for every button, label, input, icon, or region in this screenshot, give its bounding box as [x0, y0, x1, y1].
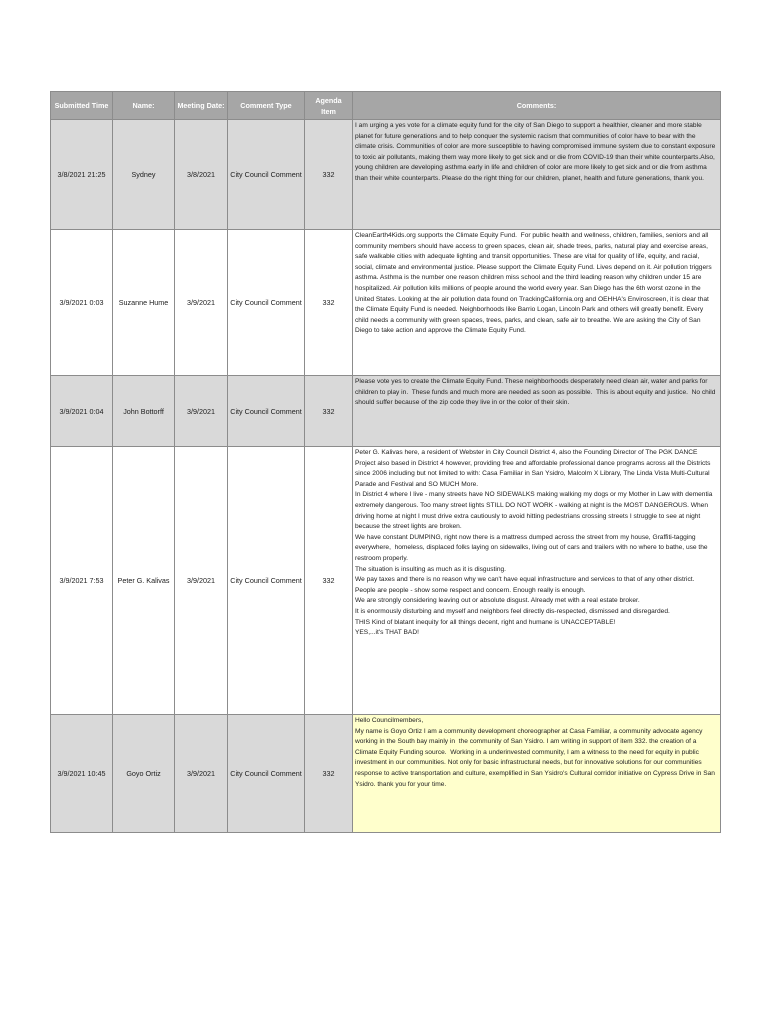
- header-submitted-time: Submitted Time: [51, 92, 113, 120]
- submitted-time-cell: 3/9/2021 0:04: [51, 376, 113, 447]
- meeting-date-cell: 3/8/2021: [175, 120, 228, 230]
- header-agenda-item: Agenda Item: [305, 92, 353, 120]
- name-cell: Peter G. Kalivas: [113, 447, 175, 715]
- comment-cell: CleanEarth4Kids.org supports the Climate Equity Fund. For public health and wellness, children, families, seniors and all community members should have access to green spaces, clean air, shade trees, parks, natural play and exercise areas, safe walkable cities with adequate lighting and transit opportunities. These are vital for quality of life, equity, and racial, social, climate and environmental justice. Please support the Climate Equity Fund. Lives depend on it. Air pollution triggers asthma. Asthma is the number one reason children miss school and the third leading reason why children under 15 are hospitalized. Air pollution kills millions of people around the world every year. San Diego has the 6th worst ozone in the United States. Looking at the air pollution data found on TrackingCalifornia.org and OEHHA's Enviroscreen, it is clear that the Climate Equity Fund is needed. Neighborhoods like Barrio Logan, Lincoln Park and others will greatly benefit. Every child needs a community with green spaces, trees, parks, and clean, safe air to breathe. We are asking the City of San Diego to take action and approve the Climate Equity Fund.: [353, 230, 721, 376]
- submitted-time-cell: 3/8/2021 21:25: [51, 120, 113, 230]
- submitted-time-cell: 3/9/2021 7:53: [51, 447, 113, 715]
- table-row: [51, 715, 721, 833]
- comment-type-cell: City Council Comment: [228, 230, 305, 376]
- agenda-item-cell: 332: [305, 120, 353, 230]
- table-row: [51, 376, 721, 447]
- comment-cell: I am urging a yes vote for a climate equity fund for the city of San Diego to support a healthier, cleaner and more stable planet for future generations and to help conquer the systemic racism that communities of color have to bear with the climate crisis. Communities of color are more susceptible to having compromised immune system due to constant exposure to toxic air pollutants, making them way more likely to get sick and or die from COVID-19 than their white counterparts.Also, young children are developing asthma early in life and children of color are more likely to get sick and or die from asthma than their white counterparts. Please do the right thing for our children, planet, health and future generations, thank you.: [353, 120, 721, 230]
- submitted-time-cell: 3/9/2021 0:03: [51, 230, 113, 376]
- name-cell: Suzanne Hume: [113, 230, 175, 376]
- comment-cell: Hello Councilmembers, My name is Goyo Ortiz I am a community development choreographer at Casa Familiar, a community advocate agency working in the South bay mainly in the community of San Ysidro. I am writing in support of item 332. the creation of a Climate Equity Funding source. Working in a underinvested community, I am a witness to the need for equity in public investment in our communities. Not only for basic infrastructural needs, but for innovative solutions for our communities response to active transportation and culture, exemplified in San Ysidro's Cultural corridor initiative on Cypress Drive in San Ysidro. thank you for your time.: [353, 715, 721, 833]
- agenda-item-cell: 332: [305, 447, 353, 715]
- name-cell: Sydney: [113, 120, 175, 230]
- agenda-item-cell: 332: [305, 376, 353, 447]
- table-row: [51, 447, 721, 715]
- header-comments: Comments:: [353, 92, 721, 120]
- comment-cell: Please vote yes to create the Climate Equity Fund. These neighborhoods desperately need clean air, water and parks for children to play in. These funds and much more are needed as soon as possible. This is about equity and justice. No child should suffer because of the zip code they live in or the color of their skin.: [353, 376, 721, 447]
- table-row: [51, 230, 721, 376]
- comment-type-cell: City Council Comment: [228, 376, 305, 447]
- meeting-date-cell: 3/9/2021: [175, 376, 228, 447]
- name-cell: John Bottorff: [113, 376, 175, 447]
- header-comment-type: Comment Type: [228, 92, 305, 120]
- header-row: [51, 92, 721, 120]
- meeting-date-cell: 3/9/2021: [175, 230, 228, 376]
- agenda-item-cell: 332: [305, 230, 353, 376]
- comment-type-cell: City Council Comment: [228, 447, 305, 715]
- meeting-date-cell: 3/9/2021: [175, 447, 228, 715]
- header-name: Name:: [113, 92, 175, 120]
- header-meeting-date: Meeting Date:: [175, 92, 228, 120]
- comment-type-cell: City Council Comment: [228, 120, 305, 230]
- agenda-item-cell: 332: [305, 715, 353, 833]
- comment-type-cell: City Council Comment: [228, 715, 305, 833]
- table-row: [51, 120, 721, 230]
- submitted-time-cell: 3/9/2021 10:45: [51, 715, 113, 833]
- comments-table: [50, 91, 721, 833]
- name-cell: Goyo Ortiz: [113, 715, 175, 833]
- comment-cell: Peter G. Kalivas here, a resident of Webster in City Council District 4, also the Founding Director of The PGK DANCE Project also based in District 4 however, providing free and affordable professional dance programs across all the Districts since 2006 including but not limited to with: Casa Familiar in San Ysidro, Malcolm X Library, The Linda Vista Multi-Cultural Parade and Festival and SO MUCH More. In District 4 where I live - many streets have NO SIDEWALKS making walking my dogs or my Mother in Law with dementia extremely dangerous. Too many street lights STILL DO NOT WORK - walking at night is the MOST DANGEROUS. When driving home at night I must drive extra cautiously to avoid hitting pedestrians crossing streets I struggle to see at night because the street lights are broken. We have constant DUMPING, right now there is a mattress dumped across the street from my house, Graffiti-tagging everywhere, homeless, displaced folks laying on sidewalks, living out of cars and trailers with no where to bathe, use the restroom properly. The situation is insulting as much as it is disgusting. We pay taxes and there is no reason why we can't have equal infrastructure and services to that of any other district. People are people - show some respect and concern. Enough really is enough. We are strongly considering leaving out or absolute disgust. Already met with a real estate broker. It is enormously disturbing and myself and neighbors feel directly dis-respected, dismissed and disregarded. THIS Kind of blatant inequity for all things decent, right and humane is UNACCEPTABLE! YES,...it's THAT BAD!: [353, 447, 721, 715]
- meeting-date-cell: 3/9/2021: [175, 715, 228, 833]
